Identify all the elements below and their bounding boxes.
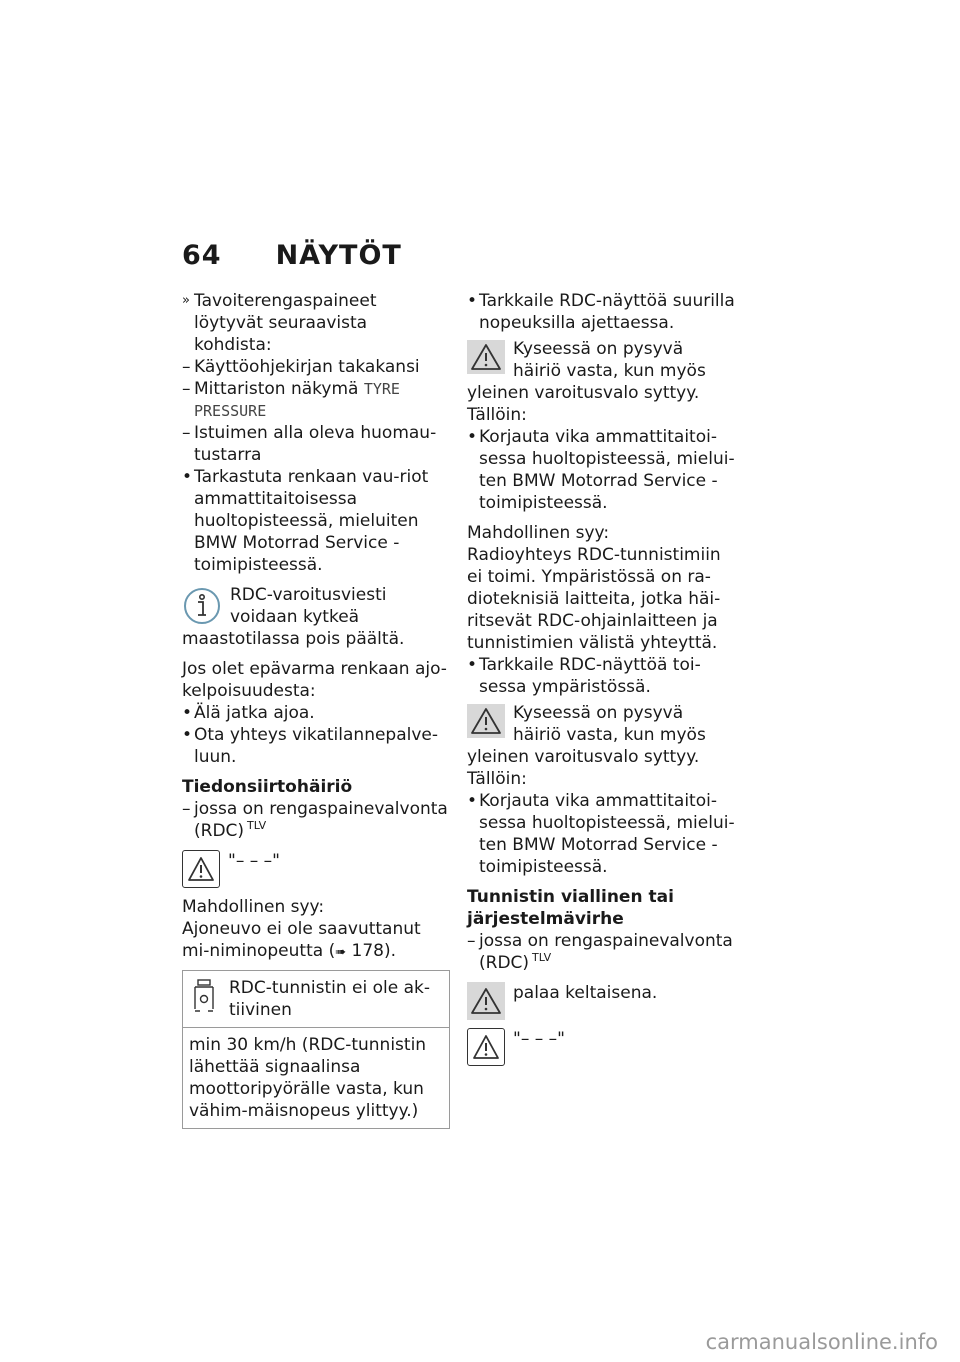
- right-column: • Tarkkaile RDC-näyttöä suurilla nopeuksilla ajettaessa. Kyseessä on pysyvä häiriö vasta, kun myös yleinen varoitusvalo syttyy. Tällöin: • Korjauta vika ammattitaitoi-sessa huoltopisteessä, mielui-ten BMW Motorrad Service -toimipisteessä. Mahdollinen syy: Radioyhteys RDC-tunnistimiin ei toimi. Ympäristössä on ra-dioteknisiä laitteita, jotka häi-ritsevät RDC-ohjainlaitteen ja tunnistimien välistä yhteyttä. • Tarkkaile RDC-näyttöä toi-sessa ympäristössä. Kyseessä on pysyvä häiriö vasta, kun myös yleinen varoitusvalo syttyy. Tällöin: • Korjauta vika ammattitaitoi-sessa huoltopisteessä, mielui-ten BMW Motorrad Service -toimipisteessä. Tunnistin viallinen tai järjestelmävirhe – jossa on rengaspainevalvonta (RDC) $^{TLV}$ palaa keltaisena. "– – –": [467, 290, 735, 1066]
- dash-marker: –: [182, 379, 191, 399]
- bullet-marker: •: [467, 427, 478, 447]
- bullet-marker: •: [467, 655, 478, 675]
- tyre-sensor-icon: [189, 977, 229, 1021]
- list-item: – jossa on rengaspainevalvonta (RDC) $^{TLV}$: [467, 931, 733, 973]
- warning-triangle-icon: [467, 982, 505, 1020]
- list-item: • Korjauta vika ammattitaitoi-sessa huoltopisteessä, mielui-ten BMW Motorrad Service -toimipisteessä.: [467, 427, 735, 513]
- warning-triangle-icon: [182, 850, 220, 888]
- page-header: [182, 240, 402, 271]
- section-heading: Tunnistin viallinen tai järjestelmävirhe: [467, 887, 674, 929]
- list-item: • Ota yhteys vikatilannepalve-luun.: [182, 725, 439, 767]
- bullet-marker: •: [182, 725, 193, 745]
- bullet-marker: •: [182, 703, 193, 723]
- page-number: 64: [182, 240, 222, 271]
- warning-triangle-icon: [467, 704, 505, 738]
- bullet-marker: •: [467, 791, 478, 811]
- warning-display-row: [467, 982, 735, 1020]
- display-text: "– – –": [228, 851, 280, 871]
- status-text: palaa keltaisena.: [513, 983, 658, 1003]
- list-item: • Korjauta vika ammattitaitoi-sessa huoltopisteessä, mielui-ten BMW Motorrad Service -toimipisteessä.: [467, 791, 735, 877]
- info-note: RDC-varoitusviesti voidaan kytkeä maastotilassa pois päältä.: [182, 585, 405, 649]
- list-item: • Tarkastuta renkaan vau-riot ammattitaitoisessa huoltopisteessä, mieluiten BMW Motorrad Service -toimipisteessä.: [182, 467, 429, 575]
- list-item: • Tarkkaile RDC-näyttöä toi-sessa ympäristössä.: [467, 655, 701, 697]
- warning-triangle-icon: [467, 340, 505, 374]
- dash-marker: –: [182, 423, 191, 443]
- dash-marker: –: [182, 357, 191, 377]
- dash-marker: –: [182, 799, 191, 819]
- left-column: [182, 290, 450, 1129]
- display-text-tyre-pressure: TYRE PRESSURE: [194, 380, 400, 420]
- cause-text: Radioyhteys RDC-tunnistimiin ei toimi. Ympäristössä on ra-dioteknisiä laitteita, jotka häi-ritsevät RDC-ohjainlaitteen ja tunnistimien välistä yhteyttä.: [467, 545, 721, 653]
- paragraph: Jos olet epävarma renkaan ajo-kelpoisuudesta:: [182, 659, 447, 701]
- section-heading: Tiedonsiirtohäiriö: [182, 777, 353, 797]
- info-table: [182, 970, 450, 1129]
- list-item: – jossa on rengaspainevalvonta (RDC) $^{TLV}$: [182, 799, 448, 841]
- chapter-title: NÄYTÖT: [275, 240, 402, 271]
- warning-triangle-icon: [467, 1028, 505, 1066]
- list-item: • Tarkkaile RDC-näyttöä suurilla nopeuksilla ajettaessa.: [467, 291, 735, 333]
- cause-label: Mahdollinen syy:: [467, 523, 610, 543]
- table-row: min 30 km/h (RDC-tunnistin lähettää signaalinsa moottoripyörälle vasta, kun vähim-mäisnopeus ylittyy.): [183, 1027, 449, 1128]
- cause-label: Mahdollinen syy:: [182, 897, 325, 917]
- warning-note: Kyseessä on pysyvä häiriö vasta, kun myös yleinen varoitusvalo syttyy.: [467, 703, 706, 767]
- warning-display-row: [467, 1028, 735, 1066]
- list-item: – Käyttöohjekirjan takakansi: [182, 357, 420, 377]
- info-icon: [182, 586, 222, 626]
- table-row: RDC-tunnistin ei ole ak-tiivinen: [183, 971, 449, 1027]
- double-chevron-icon: »: [182, 293, 190, 308]
- warning-note: Kyseessä on pysyvä häiriö vasta, kun myös yleinen varoitusvalo syttyy.: [467, 339, 706, 403]
- intro-line: » Tavoiterengaspaineet löytyvät seuraavista kohdista:: [182, 291, 377, 355]
- watermark: carmanualsonline.info: [705, 1330, 938, 1354]
- dash-marker: –: [467, 931, 476, 951]
- bullet-marker: •: [467, 291, 478, 311]
- list-item: – Mittariston näkymä TYRE PRESSURE: [182, 379, 400, 420]
- warning-display-row: [182, 850, 450, 888]
- page-ref-arrow-icon: ➠: [335, 945, 347, 960]
- cause-text: Ajoneuvo ei ole saavuttanut mi-niminopeutta (➠ 178).: [182, 919, 421, 961]
- list-item: • Älä jatka ajoa.: [182, 703, 315, 723]
- bullet-marker: •: [182, 467, 193, 487]
- list-item: – Istuimen alla oleva huomau-tustarra: [182, 423, 437, 465]
- display-text: "– – –": [513, 1029, 565, 1049]
